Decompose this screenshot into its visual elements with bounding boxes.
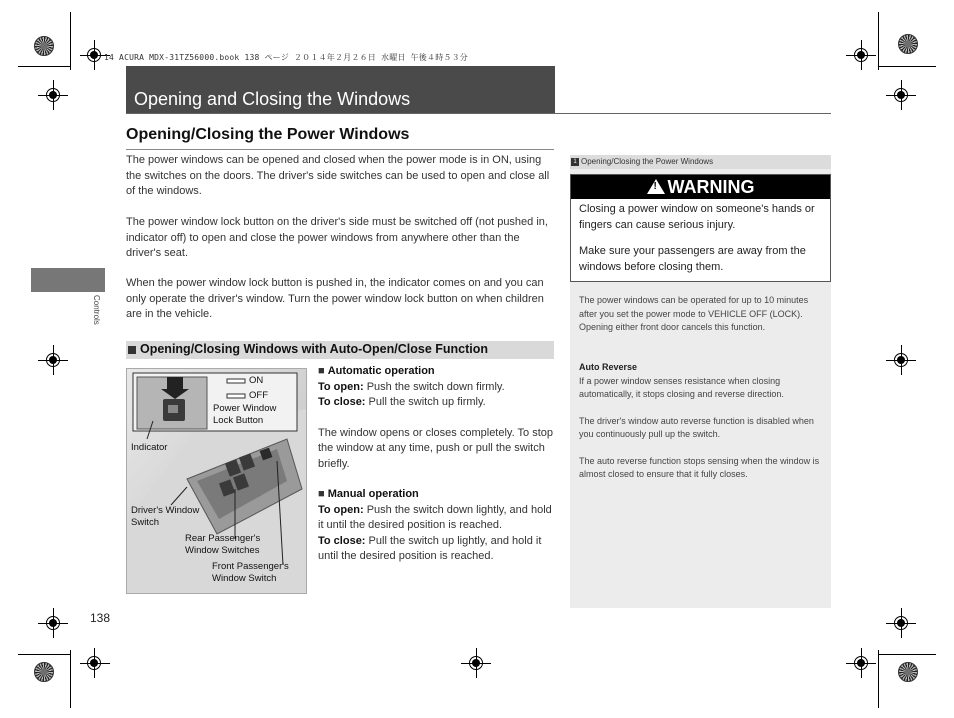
chapter-tab-label: Controls	[92, 295, 101, 325]
color-rosette-icon	[898, 34, 918, 54]
to-close-text: Pull the switch up firmly.	[368, 396, 486, 408]
color-rosette-icon	[34, 36, 54, 56]
reference-title: Opening/Closing the Power Windows	[581, 157, 714, 166]
driver-switch-label: Driver's Window	[131, 505, 200, 516]
auto-operation-heading: Automatic operation	[327, 365, 435, 377]
warning-triangle-icon	[647, 179, 665, 194]
to-close-text: Pull the switch up lightly, and hold it until the desired position is reached.	[318, 534, 542, 562]
auto-operation-block	[318, 364, 554, 472]
warning-title: WARNING	[667, 177, 755, 197]
registration-mark-icon	[894, 616, 908, 630]
registration-mark-icon	[894, 353, 908, 367]
intro-paragraph: When the power window lock button is pushed in, the indicator comes on and you can only operate the driver's window. Turn the power window lock button on when children are in the vehicle.	[126, 277, 544, 320]
manual-operation-block	[318, 487, 554, 565]
rear-switch-label: Rear Passenger's	[185, 533, 261, 544]
registration-mark-icon	[46, 88, 60, 102]
to-open-label: To open:	[318, 503, 364, 516]
sidebar-note-text: Opening either front door cancels this function.	[579, 322, 766, 332]
rear-switch-label: Window Switches	[185, 545, 260, 556]
color-rosette-icon	[898, 662, 918, 682]
auto-reverse-note: The driver's window auto reverse function is disabled when you continuously pull up the switch.	[579, 415, 814, 439]
sidebar-reference-header	[570, 155, 831, 169]
to-close-label: To close:	[318, 396, 366, 408]
front-switch-label: Front Passenger's	[212, 561, 289, 572]
title-divider	[126, 113, 831, 114]
section-divider	[126, 149, 554, 150]
registration-mark-icon	[469, 656, 483, 670]
auto-reverse-heading: Auto Reverse	[579, 362, 638, 372]
registration-mark-icon	[87, 656, 101, 670]
page-number: 138	[90, 611, 111, 625]
warning-header	[571, 175, 830, 199]
chapter-tab	[31, 268, 105, 292]
on-label: ON	[249, 375, 264, 386]
page-title-bar	[126, 66, 555, 114]
registration-mark-icon	[894, 88, 908, 102]
driver-switch-label: Switch	[131, 517, 159, 528]
registration-mark-icon	[87, 48, 101, 62]
lock-button-label: Lock Button	[213, 415, 264, 426]
square-bullet-icon: ■	[318, 488, 328, 500]
warning-text: Make sure your passengers are away from the windows before closing them.	[579, 245, 806, 273]
manual-operation-heading: Manual operation	[327, 488, 419, 500]
registration-mark-icon	[854, 48, 868, 62]
auto-reverse-note: The auto reverse function stops sensing when the window is almost closed to ensure that it fully closes.	[579, 455, 820, 479]
intro-paragraph: The power windows can be opened and closed when the power mode is in ON, using the switches on the doors. The driver's side switches can be used to open and close all of the windows.	[126, 154, 550, 197]
registration-mark-icon	[46, 353, 60, 367]
intro-paragraph: The power window lock button on the driver's side must be switched off (not pushed in, indicator off) to open and close the power windows from anywhere other than the driver's seat.	[126, 216, 548, 259]
reference-number: 1	[571, 158, 579, 166]
color-rosette-icon	[34, 662, 54, 682]
warning-text: Closing a power window on someone's hands or fingers can cause serious injury.	[579, 203, 815, 231]
page-title: Opening and Closing the Windows	[134, 89, 411, 109]
lock-button-label: Power Window	[213, 403, 277, 414]
auto-reverse-section	[579, 361, 825, 482]
auto-reverse-text: If a power window senses resistance when closing automatically, it stops closing and reverse direction.	[579, 375, 784, 399]
registration-mark-icon	[46, 616, 60, 630]
off-label: OFF	[249, 390, 268, 401]
indicator-label: Indicator	[131, 442, 168, 453]
section-heading: Opening/Closing the Power Windows	[126, 126, 410, 143]
window-switch-illustration	[126, 368, 307, 594]
square-bullet-icon: ■	[318, 365, 328, 377]
sidebar-note-text: The power windows can be operated for up to 10 minutes after you set the power mode to VEHICLE OFF (LOCK).	[579, 295, 809, 319]
auto-operation-note: The window opens or closes completely. To stop the window at any time, push or pull the switch briefly.	[318, 426, 553, 470]
subsection-heading-bar	[126, 341, 554, 359]
sidebar-note	[579, 294, 825, 335]
warning-box	[570, 174, 831, 282]
to-open-text: Push the switch down firmly.	[366, 380, 505, 393]
square-bullet-icon	[128, 346, 136, 354]
to-open-label: To open:	[318, 380, 364, 393]
to-open-text: Push the switch down lightly, and hold it until the desired position is reached.	[318, 503, 552, 531]
registration-mark-icon	[854, 656, 868, 670]
print-header: 14 ACURA MDX-31TZ56000.book 138 ページ ２０１４年２月２６日 水曜日 午後４時５３分	[104, 53, 469, 62]
front-switch-label: Window Switch	[212, 573, 277, 584]
subsection-heading: Opening/Closing Windows with Auto-Open/Close Function	[140, 342, 489, 356]
to-close-label: To close:	[318, 534, 366, 547]
